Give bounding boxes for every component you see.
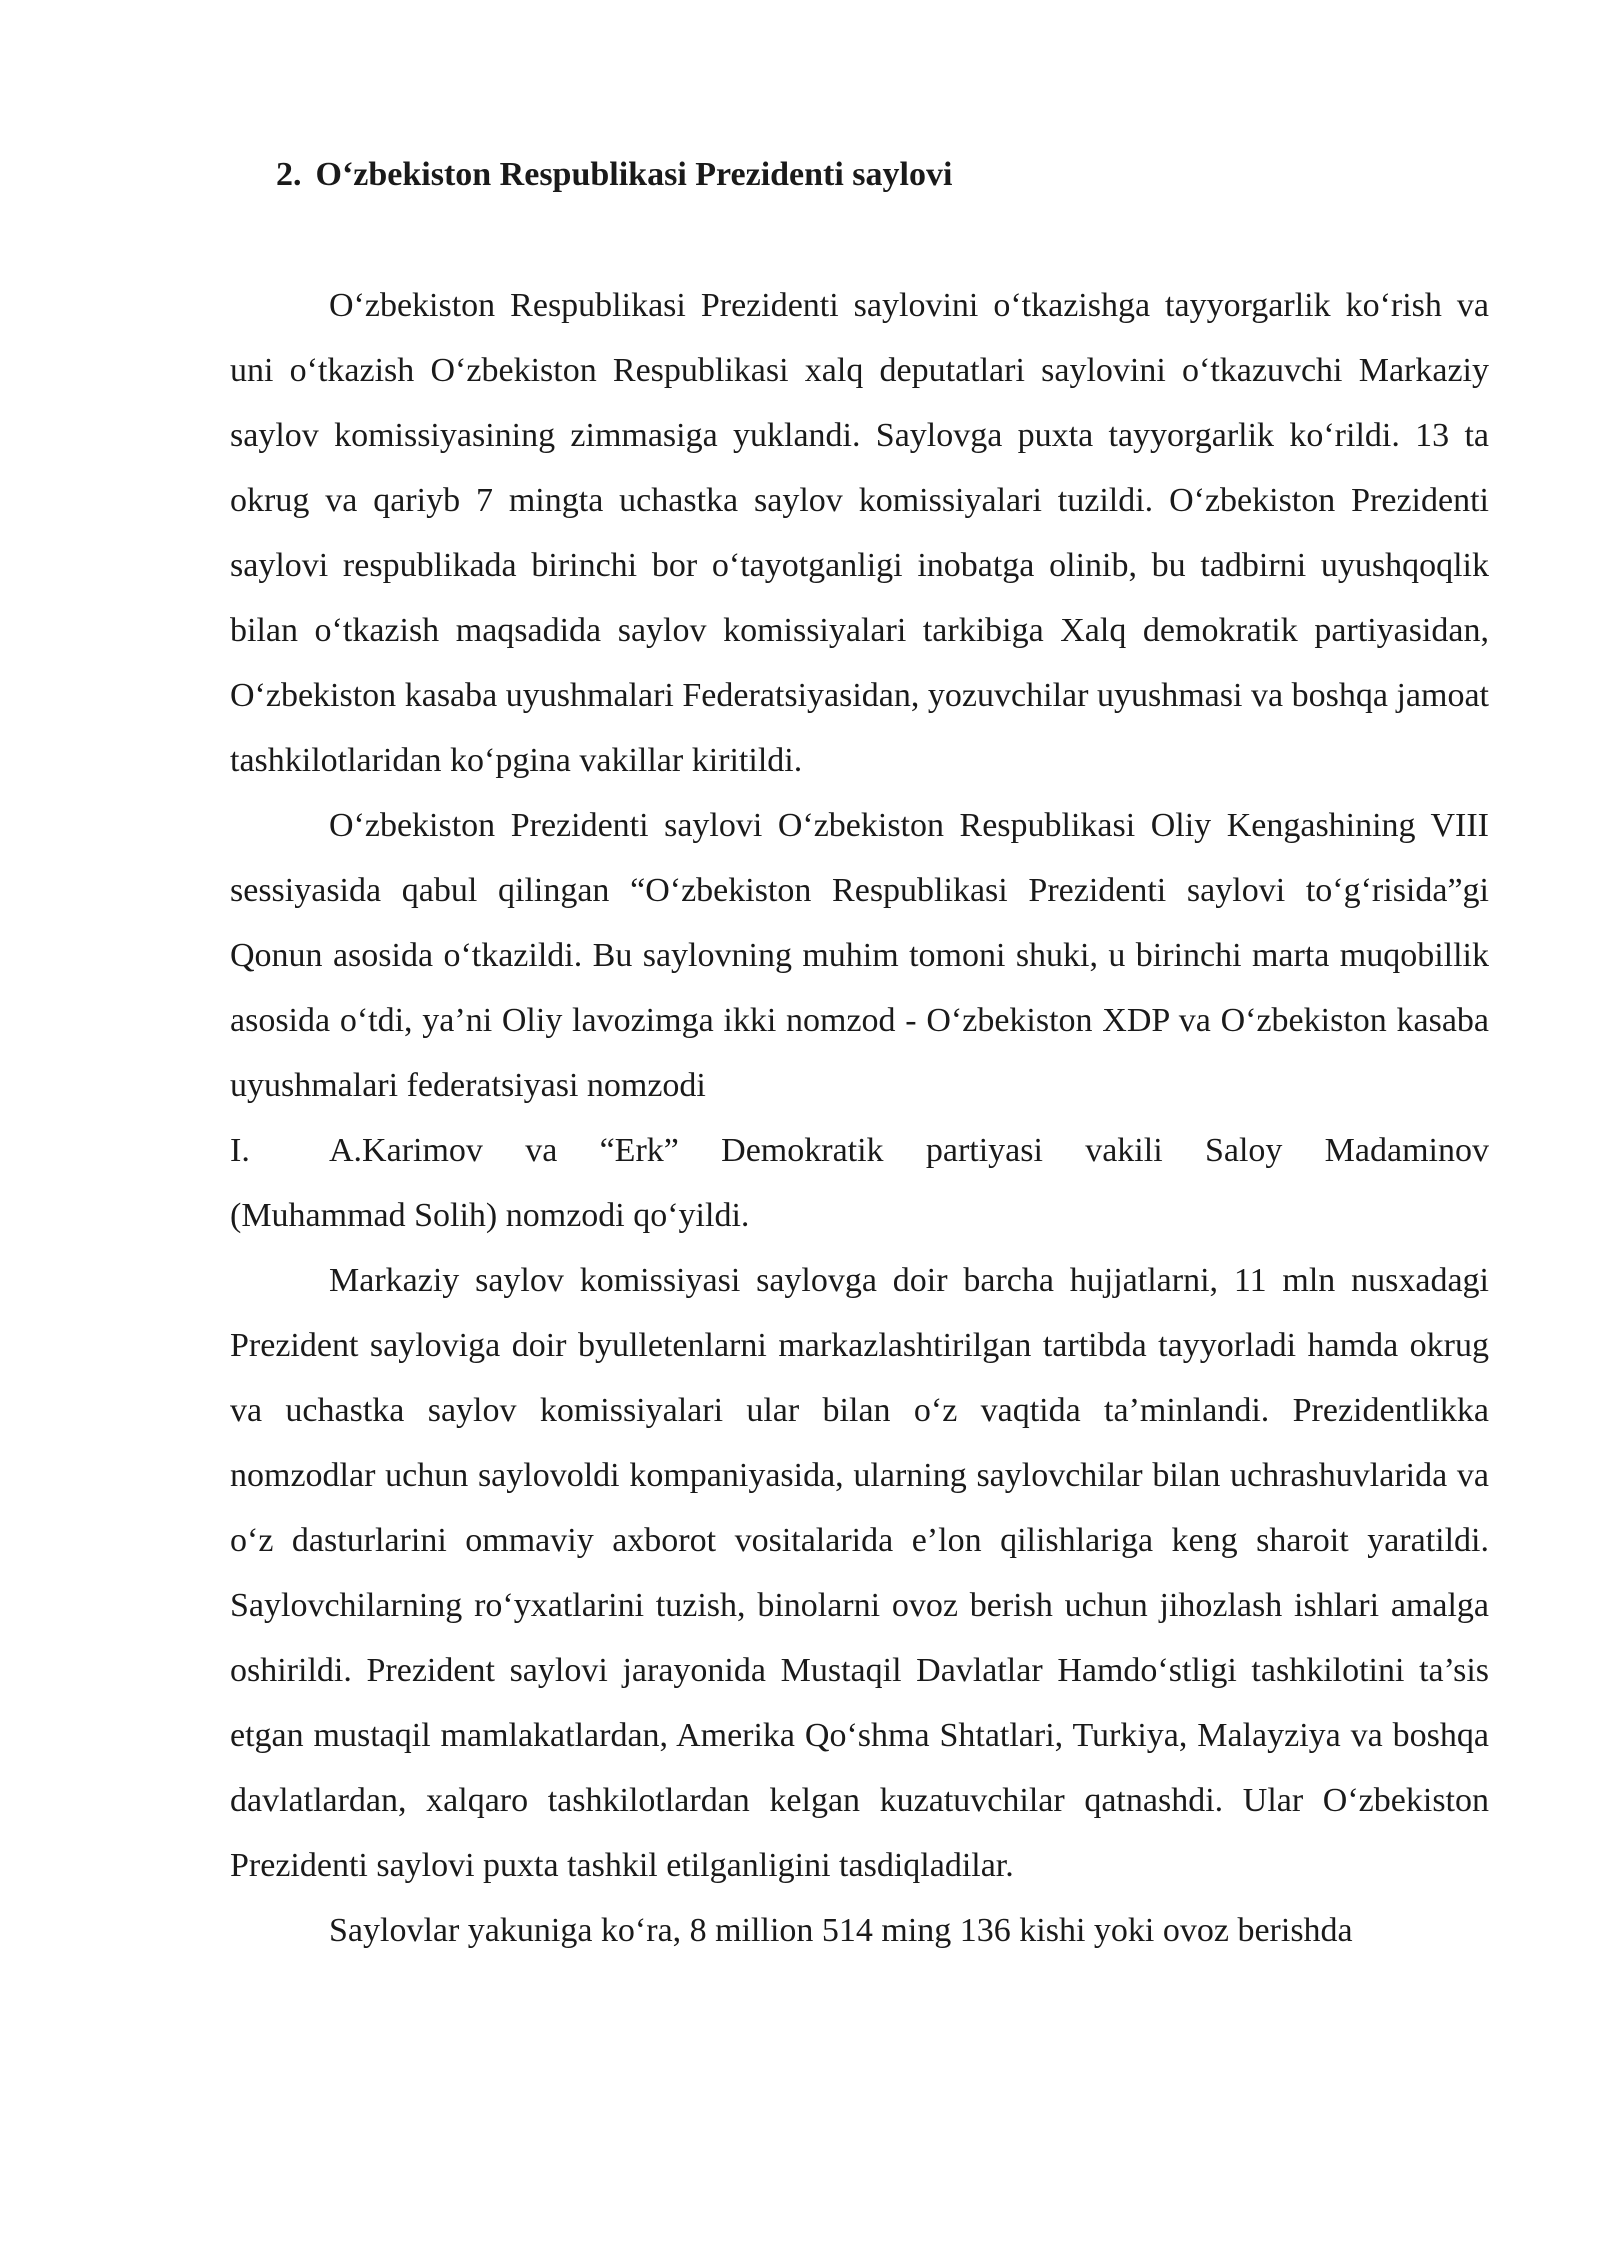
- list-marker: I.: [230, 1132, 250, 1169]
- document-body: [230, 273, 1489, 1963]
- paragraph-2: O‘zbekiston Prezidenti saylovi O‘zbekiston Respublikasi Oliy Kengashining VIII sessiyasida qabul qilingan “O‘zbekiston Respublikasi Prezidenti saylovi to‘g‘risida”gi Qonun asosida o‘tkazildi. Bu saylovning muhim tomoni shuki, u birinchi marta muqobillik asosida o‘tdi, ya’ni Oliy lavozimga ikki nomzod - O‘zbekiston XDP va O‘zbekiston kasaba uyushmalari federatsiyasi nomzodi: [230, 807, 1489, 1104]
- list-item-continuation: (Muhammad Solih) nomzodi qo‘yildi.: [230, 1197, 750, 1234]
- paragraph-1: O‘zbekiston Respublikasi Prezidenti saylovini o‘tkazishga tayyorgarlik ko‘rish va uni o‘tkazish O‘zbekiston Respublikasi xalq deputatlari saylovini o‘tkazuvchi Markaziy saylov komissiyasining zimmasiga yuklandi. Saylovga puxta tayyorgarlik ko‘rildi. 13 ta okrug va qariyb 7 mingta uchastka saylov komissiyalari tuzildi. O‘zbekiston Prezidenti saylovi respublikada birinchi bor o‘tayotganligi inobatga olinib, bu tadbirni uyushqoqlik bilan o‘tkazish maqsadida saylov komissiyalari tarkibiga Xalq demokratik partiyasidan, O‘zbekiston kasaba uyushmalari Federatsiyasidan, yozuvchilar uyushmasi va boshqa jamoat tashkilotlaridan ko‘pgina vakillar kiritildi.: [230, 287, 1489, 779]
- paragraph-4: Saylovlar yakuniga ko‘ra, 8 million 514 ming 136 kishi yoki ovoz berishda: [329, 1912, 1353, 1949]
- section-number: 2.: [276, 156, 302, 193]
- section-title: O‘zbekiston Respublikasi Prezidenti saylovi: [315, 156, 953, 193]
- list-item-text: A.Karimov va “Erk” Demokratik partiyasi vakili Saloy Madaminov: [329, 1132, 1489, 1169]
- section-heading: [276, 142, 952, 207]
- list-item: [230, 1118, 1489, 1183]
- paragraph-3: Markaziy saylov komissiyasi saylovga doir barcha hujjatlarni, 11 mln nusxadagi Prezident sayloviga doir byulletenlarni markazlashtirilgan tartibda tayyorladi hamda okrug va uchastka saylov komissiyalari ular bilan o‘z vaqtida ta’minlandi. Prezidentlikka nomzodlar uchun saylovoldi kompaniyasida, ularning saylovchilar bilan uchrashuvlarida va o‘z dasturlarini ommaviy axborot vositalarida e’lon qilishlariga keng sharoit yaratildi. Saylovchilarning ro‘yxatlarini tuzish, binolarni ovoz berish uchun jihozlash ishlari amalga oshirildi. Prezident saylovi jarayonida Mustaqil Davlatlar Hamdo‘stligi tashkilotini ta’sis etgan mustaqil mamlakatlardan, Amerika Qo‘shma Shtatlari, Turkiya, Malayziya va boshqa davlatlardan, xalqaro tashkilotlardan kelgan kuzatuvchilar qatnashdi. Ular O‘zbekiston Prezidenti saylovi puxta tashkil etilganligini tasdiqladilar.: [230, 1262, 1489, 1884]
